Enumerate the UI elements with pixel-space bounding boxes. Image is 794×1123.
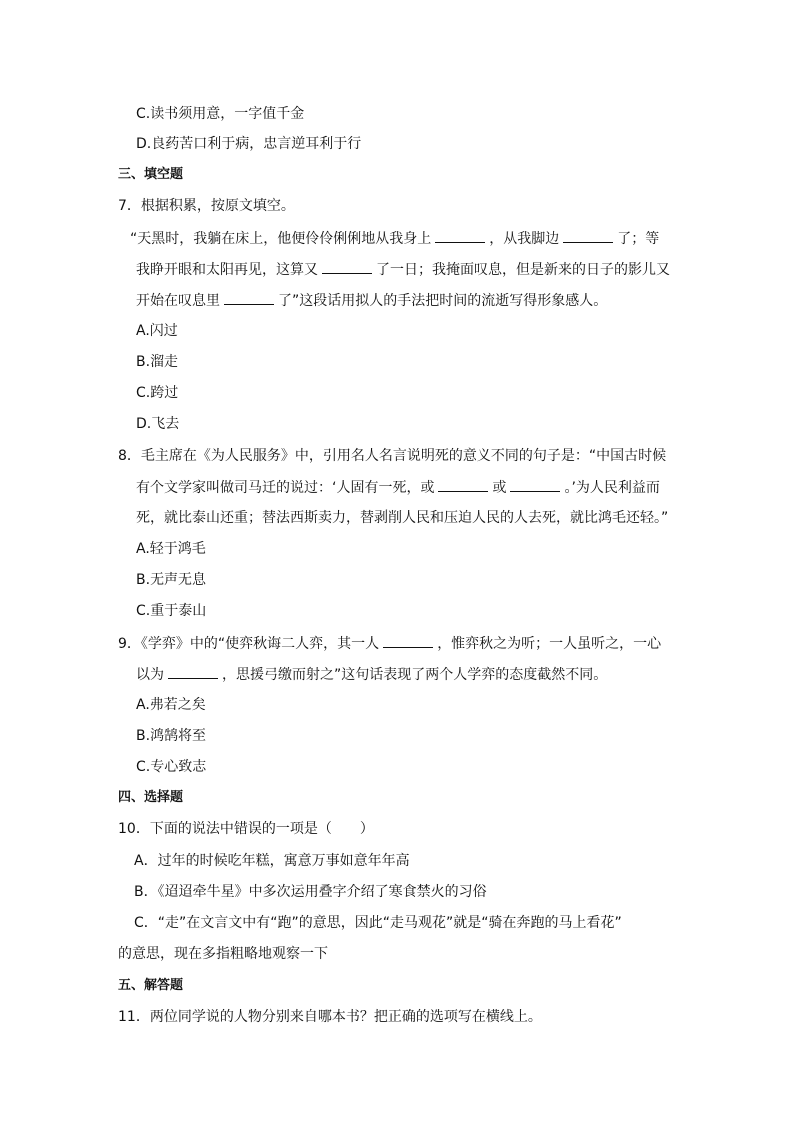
text-segment: 了；等 xyxy=(617,231,660,247)
question-11-stem xyxy=(118,1007,542,1027)
question-10-stem xyxy=(118,819,374,839)
question-text: 毛主席在《为人民服务》中，引用名人名言说明死的意义不同的句子是：“中国古时候 xyxy=(140,448,667,464)
option-letter: B. xyxy=(136,572,151,588)
option-c-prev xyxy=(136,104,304,124)
question-number: 8． xyxy=(118,448,141,464)
option-text: 飞去 xyxy=(151,416,180,432)
option-letter: A. xyxy=(136,323,150,339)
question-number: 11． xyxy=(118,1009,150,1025)
option-text: 良药苦口利于病，忠言逆耳利于行 xyxy=(151,136,362,152)
option-letter: C. xyxy=(136,759,151,775)
section-heading-choice: 四、选择题 xyxy=(118,790,184,805)
question-9-line-2 xyxy=(136,664,607,684)
text-segment: 了”这段话用拟人的手法把时间的流逝写得形象感人。 xyxy=(278,293,608,309)
question-7-line-2 xyxy=(136,259,670,279)
answer-blank[interactable] xyxy=(168,664,218,679)
section-heading-answer: 五、解答题 xyxy=(118,978,184,993)
q9-option-b[interactable] xyxy=(136,726,206,746)
q8-option-b[interactable] xyxy=(136,570,206,590)
option-text: 弗若之矣 xyxy=(149,697,206,713)
option-text: 无声无息 xyxy=(150,572,207,588)
option-letter: B. xyxy=(136,728,151,744)
q8-option-a[interactable] xyxy=(136,539,206,559)
question-number: 7． xyxy=(118,198,141,214)
option-letter: B. xyxy=(136,354,151,370)
text-segment: 我睁开眼和太阳再见，这算又 xyxy=(136,262,318,278)
option-text: 溜走 xyxy=(150,354,179,370)
option-text: 跨过 xyxy=(150,385,179,401)
text-segment: 有个文学家叫做司马迁的说过：‘人固有一死，或 xyxy=(136,480,435,496)
answer-blank[interactable] xyxy=(510,477,560,492)
q10-option-a[interactable]: A．过年的时候吃年糕，寓意万事如意年年高 xyxy=(134,853,410,869)
question-8-line-2 xyxy=(136,477,660,497)
question-9-line-1 xyxy=(118,633,661,653)
answer-blank[interactable] xyxy=(435,228,485,243)
question-8-line-1 xyxy=(118,446,666,466)
option-text: 闪过 xyxy=(149,323,178,339)
text-segment: 。’为人民利益而 xyxy=(564,480,660,496)
answer-blank[interactable] xyxy=(383,633,433,648)
option-letter: D. xyxy=(136,136,152,152)
option-letter: C. xyxy=(136,603,151,619)
option-letter: A. xyxy=(136,541,150,557)
option-text: 轻于鸿毛 xyxy=(149,541,206,557)
answer-blank[interactable] xyxy=(224,290,274,305)
answer-blank[interactable] xyxy=(322,259,372,274)
q7-option-d[interactable] xyxy=(136,414,179,434)
q7-option-c[interactable] xyxy=(136,383,178,403)
option-text: 重于泰山 xyxy=(150,603,207,619)
question-text: 下面的说法中错误的一项是（ ） xyxy=(149,821,374,837)
q8-option-c[interactable] xyxy=(136,601,206,621)
text-segment: 以为 xyxy=(136,667,164,683)
question-7-line-3 xyxy=(136,290,607,310)
option-text: 读书须用意，一字值千金 xyxy=(150,106,305,122)
q7-option-b[interactable] xyxy=(136,352,178,372)
option-letter: A. xyxy=(136,697,150,713)
q10-option-b[interactable]: B．《迢迢牵牛星》中多次运用叠字介绍了寒食禁火的习俗 xyxy=(134,884,487,900)
question-7-line-1 xyxy=(130,228,659,248)
question-7-stem xyxy=(118,196,295,216)
q10-option-c[interactable]: C．“走”在文言文中有“跑”的意思，因此“走马观花”就是“骑在奔跑的马上看花” xyxy=(134,915,622,931)
text-segment: ，惟弈秋之为听；一人虽听之，一心 xyxy=(437,636,662,652)
q9-option-c[interactable] xyxy=(136,757,206,777)
q9-option-a[interactable] xyxy=(136,695,206,715)
option-text: 专心致志 xyxy=(150,759,207,775)
q7-option-a[interactable] xyxy=(136,321,178,341)
section-heading-fill-blank: 三、填空题 xyxy=(118,167,184,182)
option-letter: C. xyxy=(136,385,151,401)
text-segment: 《学弈》中的“使弈秋诲二人弈，其一人 xyxy=(140,636,380,652)
option-text: 鸿鹄将至 xyxy=(150,728,207,744)
q10-option-c-continued: 的意思，现在多指粗略地观察一下 xyxy=(118,946,328,962)
option-d-prev xyxy=(136,134,361,154)
question-number: 10． xyxy=(118,821,150,837)
text-segment: 开始在叹息里 xyxy=(136,293,220,309)
text-segment: “天黑时，我躺在床上，他便伶伶俐俐地从我身上 xyxy=(130,231,432,247)
text-segment: 了一日；我掩面叹息，但是新来的日子的影儿又 xyxy=(376,262,670,278)
option-letter: C. xyxy=(136,106,151,122)
question-8-line-3: 死，就比泰山还重；替法西斯卖力，替剥削人民和压迫人民的人去死，就比鸿毛还轻。” xyxy=(136,510,669,526)
question-number: 9． xyxy=(118,636,141,652)
answer-blank[interactable] xyxy=(438,477,488,492)
text-segment: ，思援弓缴而射之”这句话表现了两个人学弈的态度截然不同。 xyxy=(222,667,608,683)
answer-blank[interactable] xyxy=(563,228,613,243)
question-text: 根据积累，按原文填空。 xyxy=(140,198,295,214)
text-segment: ，从我脚边 xyxy=(489,231,560,247)
question-text: 两位同学说的人物分别来自哪本书？把正确的选项写在横线上。 xyxy=(149,1009,542,1025)
text-segment: 或 xyxy=(492,480,507,496)
option-letter: D. xyxy=(136,416,152,432)
